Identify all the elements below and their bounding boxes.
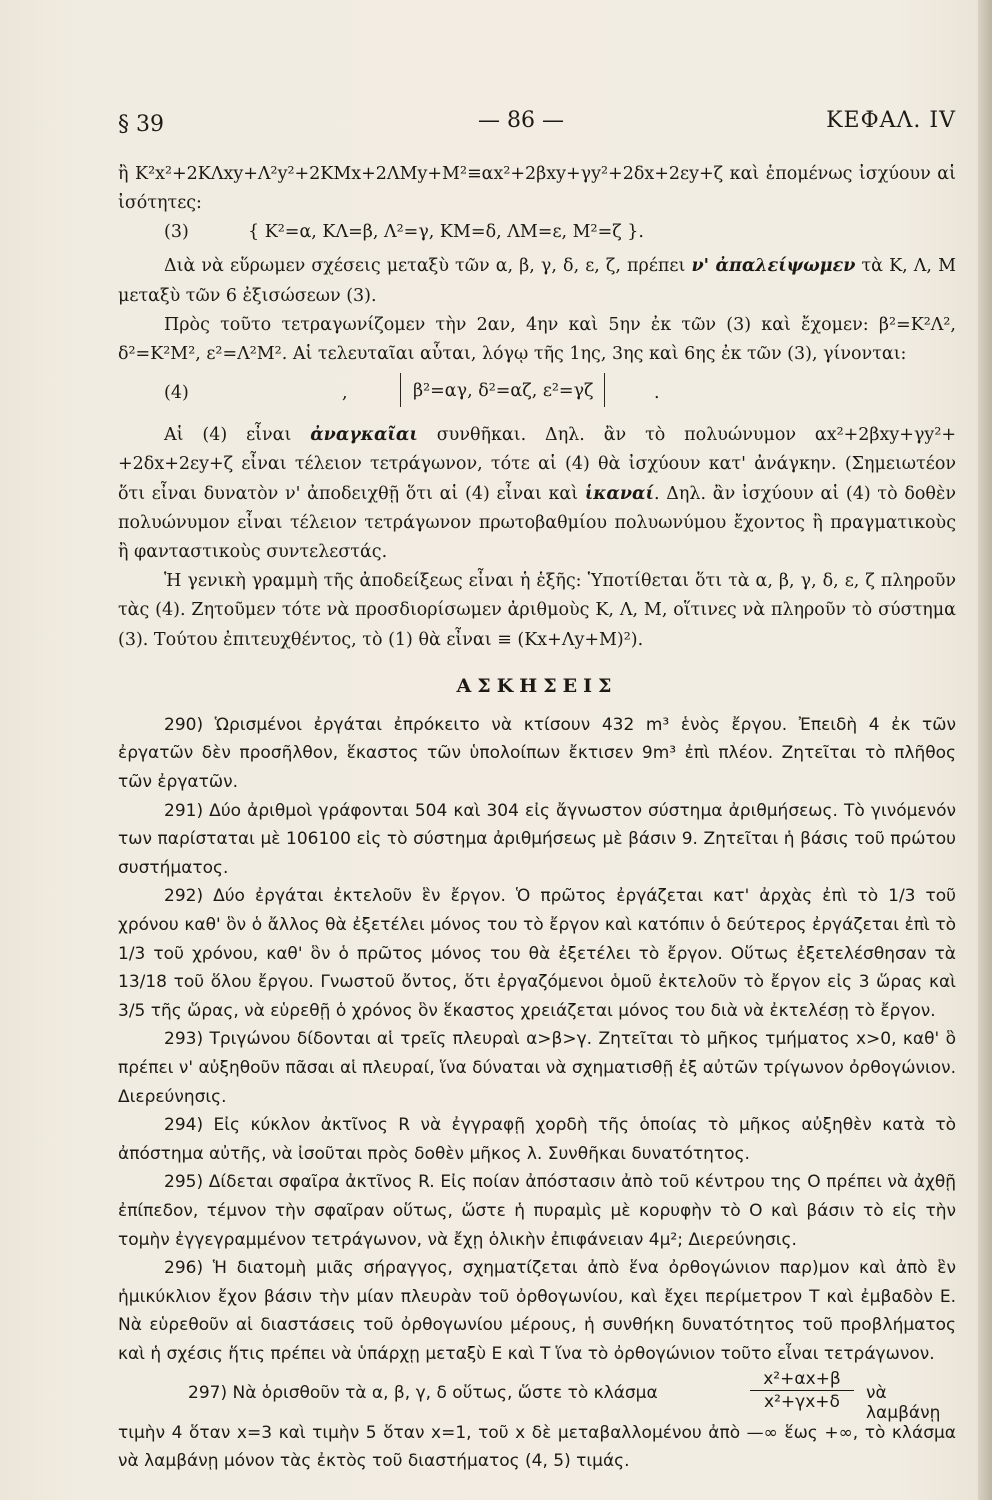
- equation-3-system: { K²=α, KΛ=β, Λ²=γ, KM=δ, ΛM=ε, M²=ζ }.: [248, 222, 644, 243]
- exercise-294: 294) Εἰς κύκλον ἀκτῖνος R νὰ ἐγγραφῇ χορδὴ τῆς ὁποίας τὸ μῆκος αὐξηθὲν κατὰ τὸ ἀπόστημα αὐτῆς, νὰ ἰσοῦται πρὸς δοθὲν μῆκος λ. Συνθῆκαι δυνατότητος.: [118, 1115, 956, 1164]
- chapter-label: ΚΕΦΑΛ. IV: [826, 108, 956, 133]
- page-number: — 86 —: [478, 108, 564, 133]
- equation-3: [118, 218, 956, 252]
- equation-3-label: (3): [164, 222, 189, 243]
- eliminate-paragraph: [118, 252, 956, 310]
- conditions-emphasis-necessary: ἀναγκαῖαι: [310, 425, 418, 446]
- identity-paragraph: ἢ K²x²+2KΛxy+Λ²y²+2KMx+2ΛMy+M²≡αx²+2βxy+γy²+2δx+2εy+ζ καὶ ἑπομένως ἰσχύουν αἱ ἰσότητες:: [118, 164, 956, 214]
- conditions-text-c: . Δηλ. ἂν ἰσχύουν αἱ (4) τὸ δοθὲν πολυώνυμον εἶναι τέλειον τετράγωνον πρωτοβαθμίου πολυωνύμου ἔχοντος ἢ πραγματικοὺς ἢ φανταστικοὺς συντελεστάς.: [118, 483, 956, 563]
- eliminate-text-b: τὰ K, Λ, M μεταξὺ τῶν 6 ἐξισώσεων (3).: [118, 256, 956, 306]
- exercise-290: 290) Ὡρισμένοι ἐργάται ἐπρόκειτο νὰ κτίσουν 432 m³ ἑνὸς ἔργου. Ἐπειδὴ 4 ἐκ τῶν ἐργατῶν δὲν προσῆλθον, ἕκαστος τῶν ὑπολοίπων ἔκτισεν 9m³ ἐπὶ πλέον. Ζητεῖται τὸ πλῆθος τῶν ἐργατῶν.: [118, 714, 956, 793]
- equation-4: [118, 369, 956, 421]
- exercise-297-rest: τιμὴν 4 ὅταν x=3 καὶ τιμὴν 5 ὅταν x=1, τοῦ x δὲ μεταβαλλομένου ἀπὸ —∞ ἕως +∞, τὸ κλάσμα νὰ λαμβάνῃ μόνον τὰς ἐκτὸς τοῦ διαστήματος (4, 5) τιμάς.: [118, 1422, 956, 1472]
- exercise-291: 291) Δύο ἀριθμοὶ γράφονται 504 καὶ 304 εἰς ἄγνωστον σύστημα ἀριθμήσεως. Τὸ γινόμενόν των παρίσταται μὲ 106100 εἰς τὸ σύστημα ἀριθμήσεως μὲ βάσιν 9. Ζητεῖται ἡ βάσις τοῦ πρώτου συστήματος.: [118, 800, 956, 878]
- equation-4-dot: .: [654, 383, 660, 404]
- conditions-emphasis-sufficient: ἱκαναί: [584, 483, 654, 504]
- eliminate-text-a: Διὰ νὰ εὕρωμεν σχέσεις μεταξὺ τῶν α, β, γ, δ, ε, ζ, πρέπει: [164, 256, 692, 277]
- fraction-denominator: x²+γx+δ: [764, 1391, 840, 1412]
- proof-outline-paragraph: Ἡ γενικὴ γραμμὴ τῆς ἀποδείξεως εἶναι ἡ ἑξῆς: Ὑποτίθεται ὅτι τὰ α, β, γ, δ, ε, ζ πληροῦν τὰς (4). Ζητοῦμεν τότε νὰ προσδιορίσωμεν ἀριθμοὺς K, Λ, M, οἵτινες νὰ πληροῦν τὸ σύστημα (3). Τούτου ἐπιτευχθέντος, τὸ (1) θὰ εἶναι ≡ (Kx+Λy+M)²).: [118, 571, 956, 650]
- exercise-296: 296) Ἡ διατομὴ μιᾶς σήραγγος, σχηματίζεται ἀπὸ ἕνα ὀρθογώνιον παρ)μον καὶ ἀπὸ ἓν ἡμικύκλιον ἔχον βάσιν τὴν μίαν πλευρὰν τοῦ ὀρθογωνίου, καὶ ἔχει περίμετρον T καὶ ἐμβαδὸν E. Νὰ εὑρεθοῦν αἱ διαστάσεις τοῦ ὀρθογωνίου μέρους, ἡ συνθήκη δυνατότητος τοῦ προβλήματος καὶ ἡ σχέσις ἥτις πρέπει νὰ ὑπάρχῃ μεταξὺ E καὶ T ἵνα τὸ ὀρθογώνιον τοῦτο εἶναι τετράγωνον.: [118, 1258, 956, 1364]
- equation-4-box: β²=αγ, δ²=αζ, ε²=γζ: [400, 373, 605, 407]
- exercises-heading: ΑΣΚΗΣΕΙΣ: [456, 674, 618, 697]
- exercise-297-suffix: νὰ λαμβάνῃ: [866, 1382, 941, 1423]
- page-body: [118, 160, 956, 1476]
- eliminate-emphasis: ν' ἀπαλείψωμεν: [691, 256, 856, 277]
- exercise-295: 295) Δίδεται σφαῖρα ἀκτῖνος R. Εἰς ποίαν ἀπόστασιν ἀπὸ τοῦ κέντρου της O πρέπει νὰ ἀχθῇ ἐπίπεδον, τέμνον τὴν σφαῖραν οὕτως, ὥστε ἡ πυραμὶς μὲ κορυφὴν τὸ O καὶ βάσιν τὸ εἰς τὴν τομὴν ἐγγεγραμμένον τετράγωνον, νὰ ἔχῃ ὁλικὴν ἐπιφάνειαν 4μ²; Διερεύνησις.: [118, 1172, 956, 1250]
- conditions-paragraph: [118, 421, 956, 567]
- exercise-292: 292) Δύο ἐργάται ἐκτελοῦν ἓν ἔργον. Ὁ πρῶτος ἐργάζεται κατ' ἀρχὰς ἐπὶ τὸ 1/3 τοῦ χρόνου καθ' ὃν ὁ ἄλλος θὰ ἐξετέλει μόνος του τὸ ἔργον καὶ κατόπιν ὁ δεύτερος ἐργάζεται ἐπὶ τὸ 1/3 τοῦ χρόνου, καθ' ὃν ὁ πρῶτος μόνος του θὰ ἐξετέλει τὸ ἔργον. Οὕτως ἐξετελέσθησαν τὰ 13/18 τοῦ ὅλου ἔργου. Γνωστοῦ ὄντος, ὅτι ἐργαζόμενοι ὁμοῦ ἐκτελοῦν τὸ ἔργον εἰς 3 ὥρας καὶ 3/5 τῆς ὥρας, νὰ εὑρεθῇ ὁ χρόνος ὃν ἕκαστος χρειάζεται μόνος του διὰ νὰ ἐκτελέσῃ τὸ ἔργον.: [118, 886, 956, 1021]
- exercise-293: 293) Τριγώνου δίδονται αἱ τρεῖς πλευραὶ α>β>γ. Ζητεῖται τὸ μῆκος τμήματος x>0, καθ' ὃ πρέπει ν' αὐξηθοῦν πᾶσαι αἱ πλευραί, ἵνα δύναται νὰ σχηματισθῇ ἐξ αὐτῶν τρίγωνον ὀρθογώνιον. Διερεύνησις.: [118, 1029, 956, 1107]
- conditions-text-a: Αἱ (4) εἶναι: [164, 425, 311, 446]
- fraction-numerator: x²+αx+β: [750, 1369, 854, 1391]
- exercise-297-fraction: [750, 1369, 854, 1412]
- equation-4-label: (4): [164, 383, 189, 404]
- equation-4-comma: ,: [342, 383, 348, 404]
- exercise-297-prefix: 297) Νὰ ὁρισθοῦν τὰ α, β, γ, δ οὕτως, ὥστε τὸ κλάσμα: [188, 1382, 658, 1403]
- running-head: [118, 108, 956, 142]
- section-number: § 39: [118, 112, 164, 137]
- page-edge: [978, 0, 992, 1500]
- exercise-297-first-line: [118, 1368, 956, 1423]
- square-paragraph: Πρὸς τοῦτο τετραγωνίζομεν τὴν 2αν, 4ην καὶ 5ην ἐκ τῶν (3) καὶ ἔχομεν: β²=K²Λ², δ²=K²M², ε²=Λ²M². Αἱ τελευταῖαι αὗται, λόγῳ τῆς 1ης, 3ης καὶ 6ης ἐκ τῶν (3), γίνονται:: [118, 314, 956, 365]
- conditions-text-b: συνθῆκαι. Δηλ. ἂν τὸ πολυώνυμον αx²+2βxy+γy²+ +2δx+2εy+ζ εἶναι τέλειον τετράγωνον, τότε αἱ (4) θὰ ἰσχύουν κατ' ἀνάγκην. (Σημειωτέον ὅτι εἶναι δυνατὸν ν' ἀποδειχθῇ ὅτι αἱ (4) εἶναι καὶ: [118, 425, 956, 504]
